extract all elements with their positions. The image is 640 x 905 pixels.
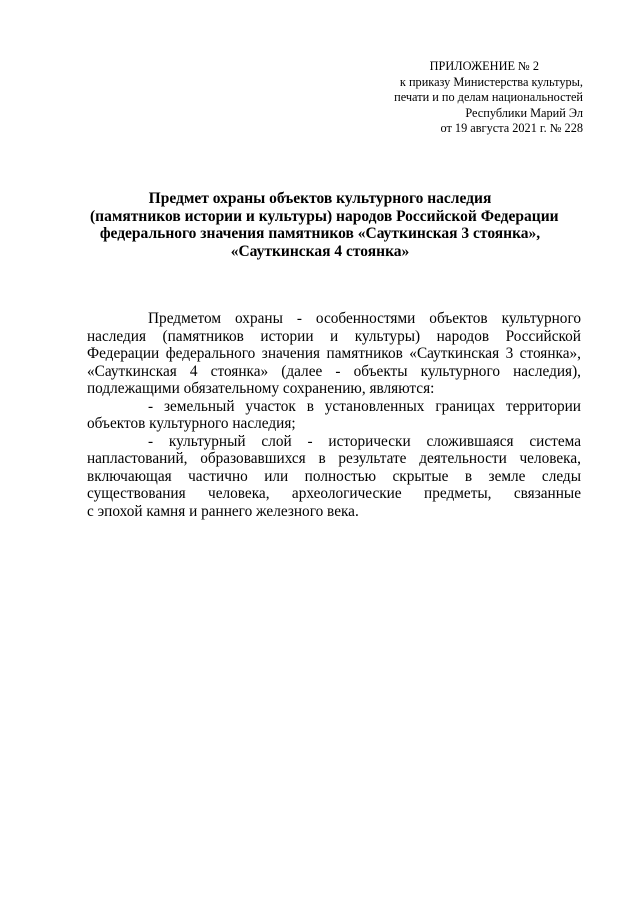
text-line: наследия (памятников истории и культуры) народов Российской [87, 327, 581, 345]
republic-name: Республики Марий Эл [465, 105, 583, 120]
document-title [90, 190, 559, 260]
appendix-header [323, 59, 583, 137]
order-reference: к приказу Министерства культуры, [399, 74, 583, 89]
text-line: - земельный участок в установленных границах территории [148, 397, 581, 415]
title-line: Предмет охраны объектов культурного наследия [148, 190, 492, 207]
text-line: включающая частично или полностью скрытые в земле следы [87, 467, 581, 485]
list-item-cultural-layer [87, 433, 581, 521]
text-line: напластований, образовавшихся в результате деятельности человека, [87, 450, 581, 467]
text-line: подлежащими обязательному сохранению, являются: [87, 380, 435, 397]
text-line: «Сауткинская 4 стоянка» (далее - объекты культурного наследия), [87, 362, 581, 380]
appendix-number: ПРИЛОЖЕНИЕ № 2 [429, 59, 539, 73]
text-line: объектов культурного наследия; [87, 415, 296, 432]
text-line: существования человека, археологические предметы, связанные [87, 485, 581, 502]
title-line: (памятников истории и культуры) народов Российской Федерации [90, 207, 559, 225]
title-line: федерального значения памятников «Сауткинская 3 стоянка», [99, 225, 541, 242]
list-item-land-plot [87, 398, 581, 433]
document-body [87, 310, 581, 520]
text-line: с эпохой камня и раннего железного века. [87, 502, 359, 520]
text-line: - культурный слой - исторически сложившаяся система [148, 432, 581, 450]
ministry-name: печати и по делам национальностей [394, 90, 583, 104]
text-line: Федерации федерального значения памятников «Сауткинская 3 стоянка», [87, 345, 581, 362]
paragraph-subject-of-protection [87, 310, 581, 398]
title-line: «Сауткинская 4 стоянка» [230, 242, 410, 260]
order-date-number: от 19 августа 2021 г. № 228 [440, 121, 583, 135]
text-line: Предметом охраны - особенностями объектов культурного [148, 310, 581, 327]
